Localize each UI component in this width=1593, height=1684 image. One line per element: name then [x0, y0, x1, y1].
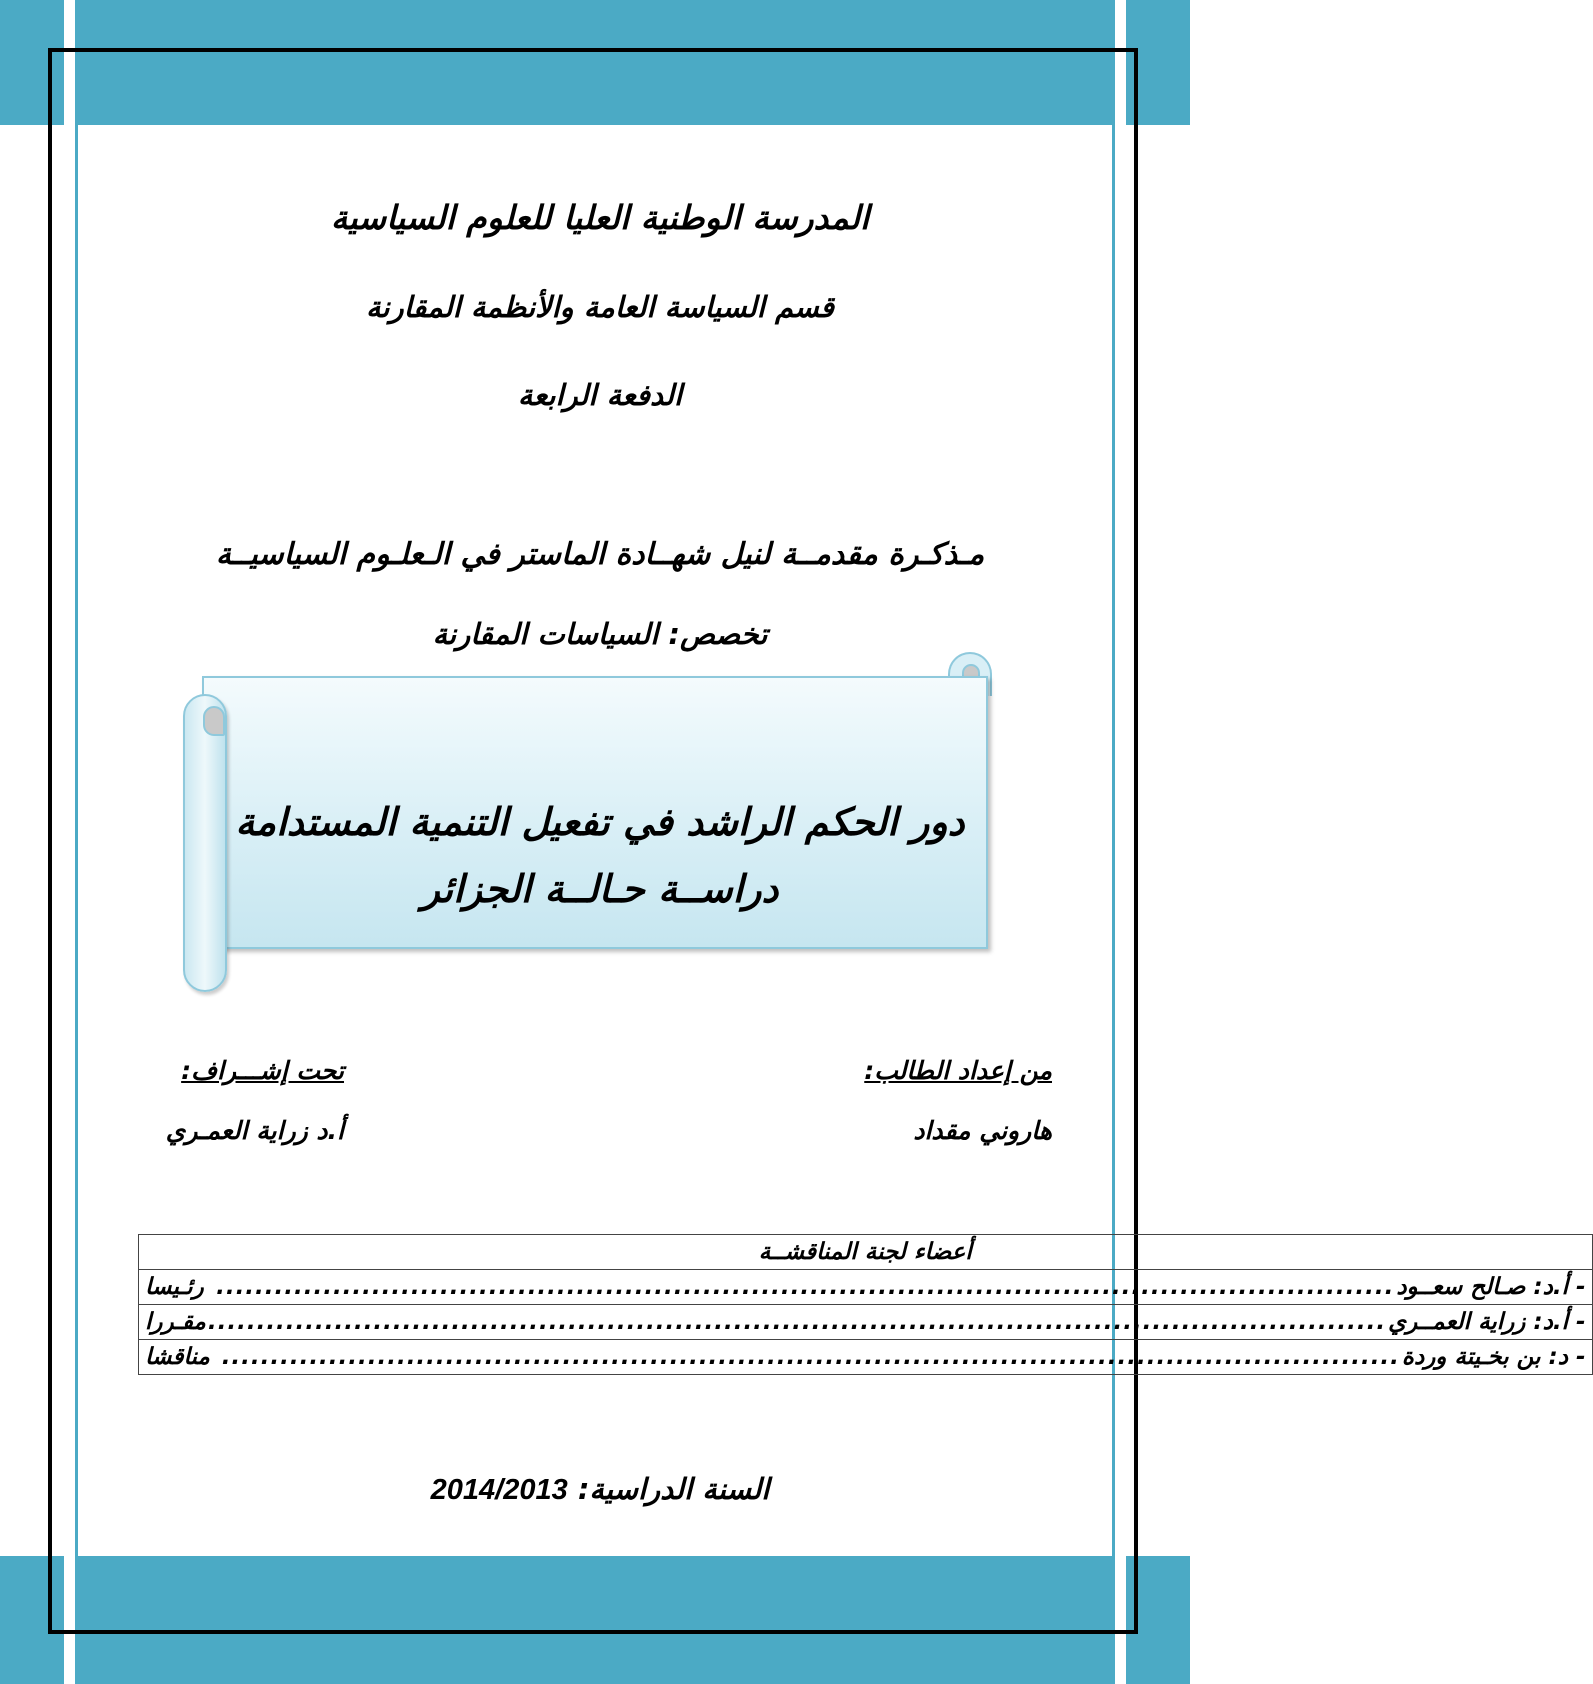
school-name: المدرسة الوطنية العليا للعلوم السياسية	[330, 198, 870, 237]
prepared-by-label: من إعداد الطالب:	[864, 1056, 1052, 1085]
thesis-description: مـذكـرة مقدمــة لنيل شهــادة الماستر في الـعلـوم السياسيــة	[215, 537, 985, 572]
committee-header: أعضاء لجنة المناقشــة	[139, 1235, 1593, 1270]
student-name: هاروني مقداد	[913, 1116, 1052, 1145]
dot-leader: .........................................................................................................................	[221, 1344, 1400, 1370]
academic-year-value: 2014/2013	[430, 1474, 568, 1506]
supervisor-label: تحت إشـــراف:	[181, 1056, 344, 1085]
specialty: تخصص: السياسات المقارنة	[432, 617, 768, 651]
committee-row	[139, 1270, 1593, 1305]
thesis-title-line2: دراســة حـالــة الجزائر	[421, 867, 779, 911]
department-name: قسم السياسة العامة والأنظمة المقارنة	[366, 290, 834, 324]
thesis-title-line1: دور الحكم الراشد في تفعيل التنمية المستدامة	[235, 800, 965, 844]
academic-year-label: السنة الدراسية:	[577, 1472, 770, 1506]
member-name: - أ.د: زراية العمــري	[1388, 1309, 1586, 1335]
committee-row	[139, 1340, 1593, 1375]
supervisor-name: أ.د زراية العمـري	[165, 1116, 344, 1145]
member-name: - د: بن بخـيتة وردة	[1401, 1344, 1586, 1370]
member-role: رئـيسا	[145, 1274, 204, 1300]
scroll-left-curl	[203, 706, 225, 736]
dot-leader: .........................................................................................................................	[207, 1309, 1387, 1335]
committee-row	[139, 1305, 1593, 1340]
cohort: الدفعة الرابعة	[517, 378, 683, 412]
member-role: مقـررا	[145, 1309, 206, 1335]
member-name: - أ.د: صـالح سعــود	[1396, 1274, 1586, 1300]
academic-year	[300, 1472, 900, 1507]
committee-table	[138, 1234, 1593, 1375]
dot-leader: .........................................................................................................................	[216, 1274, 1395, 1300]
scroll-left-roll	[183, 694, 227, 992]
member-role: مناقشا	[145, 1344, 210, 1370]
committee-header-row	[139, 1235, 1593, 1270]
